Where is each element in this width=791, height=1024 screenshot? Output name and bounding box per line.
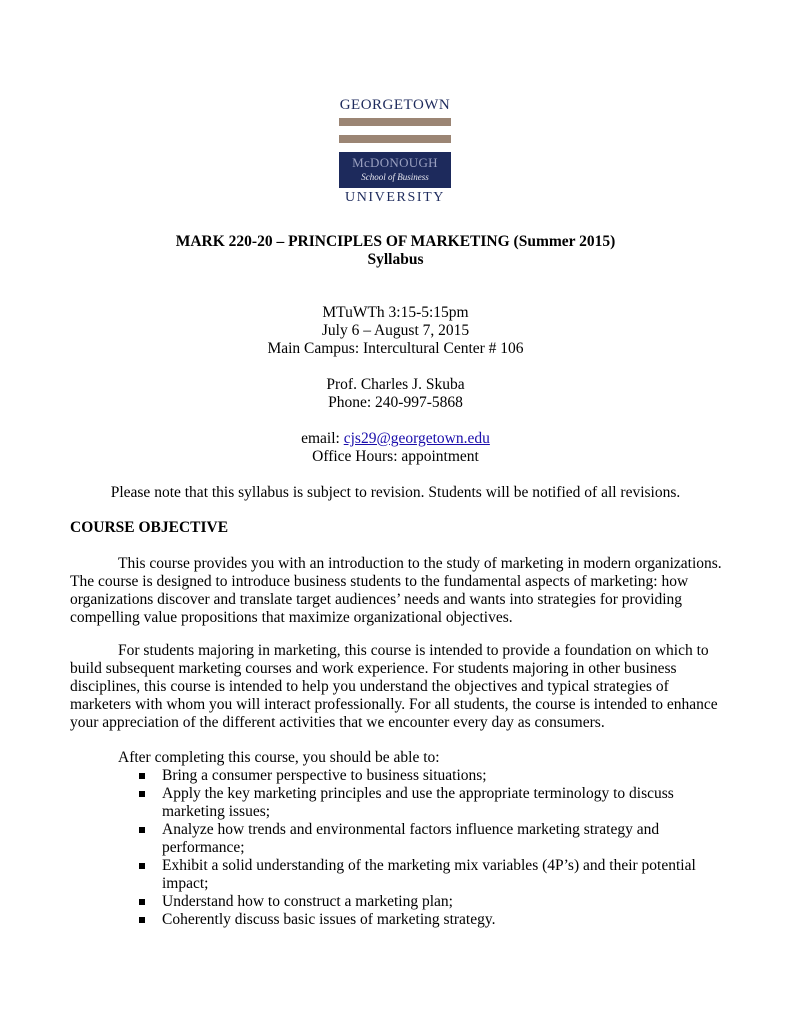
list-item bbox=[138, 767, 738, 785]
paragraph-line: The course is designed to introduce business students to the fundamental aspects of marketing: how bbox=[70, 573, 689, 590]
logo-mcdonough-text: McDONOUGH bbox=[352, 155, 438, 170]
list-item-text: Apply the key marketing principles and use the appropriate terminology to discuss bbox=[162, 785, 674, 802]
paragraph-line: disciplines, this course is intended to help you understand the objectives and typical strategies of bbox=[70, 678, 669, 695]
professor-email-line bbox=[0, 430, 791, 448]
course-objective-heading: COURSE OBJECTIVE bbox=[70, 519, 229, 536]
professor-name: Prof. Charles J. Skuba bbox=[326, 376, 465, 393]
outcomes-list bbox=[138, 767, 738, 929]
logo-bar-bottom bbox=[339, 135, 451, 143]
paragraph-line: compelling value propositions that maximize organizational objectives. bbox=[70, 609, 513, 626]
objective-paragraph-2 bbox=[70, 642, 730, 732]
logo-bar-top bbox=[339, 118, 451, 126]
outcomes-intro bbox=[70, 749, 730, 767]
paragraph-line: build subsequent marketing courses and work experience. For students majoring in other business bbox=[70, 660, 677, 677]
paragraph-line: marketers with whom you will interact professionally. For all students, the course is intended to enhance bbox=[70, 696, 718, 713]
email-label: email: bbox=[301, 430, 344, 447]
georgetown-mcdonough-logo bbox=[338, 96, 452, 208]
list-item bbox=[138, 785, 738, 821]
logo-university-text: UNIVERSITY bbox=[345, 190, 445, 205]
professor-phone: Phone: 240-997-5868 bbox=[328, 394, 463, 411]
course-title: MARK 220-20 – PRINCIPLES OF MARKETING (Summer 2015) bbox=[175, 233, 616, 250]
list-item-text: performance; bbox=[162, 839, 245, 856]
paragraph-line: This course provides you with an introduction to the study of marketing in modern organizations. bbox=[118, 555, 722, 572]
outcomes-intro-text: After completing this course, you should be able to: bbox=[118, 749, 440, 766]
square-bullet-icon bbox=[139, 791, 145, 797]
list-item-text: Understand how to construct a marketing plan; bbox=[162, 893, 453, 910]
square-bullet-icon bbox=[139, 899, 145, 905]
list-item bbox=[138, 911, 738, 929]
logo-school-of-business-text: School of Business bbox=[361, 172, 429, 182]
email-link[interactable]: cjs29@georgetown.edu bbox=[343, 430, 490, 447]
logo-georgetown-text: GEORGETOWN bbox=[339, 97, 451, 113]
document-subtitle: Syllabus bbox=[367, 251, 424, 268]
list-item-text: Coherently discuss basic issues of marketing strategy. bbox=[162, 911, 496, 928]
square-bullet-icon bbox=[139, 827, 145, 833]
list-item bbox=[138, 893, 738, 911]
objective-paragraph-1 bbox=[70, 555, 730, 627]
list-item-text: marketing issues; bbox=[162, 803, 271, 820]
paragraph-line: organizations discover and translate target audiences’ needs and wants into strategies for providing bbox=[70, 591, 683, 608]
list-item bbox=[138, 821, 738, 857]
logo-mcdonough-box bbox=[339, 152, 451, 188]
meeting-schedule: MTuWTh 3:15-5:15pm bbox=[322, 304, 469, 321]
revision-notice: Please note that this syllabus is subject to revision. Students will be notified of all revisions. bbox=[110, 484, 681, 501]
list-item-text: Bring a consumer perspective to business situations; bbox=[162, 767, 487, 784]
square-bullet-icon bbox=[139, 917, 145, 923]
meeting-location: Main Campus: Intercultural Center # 106 bbox=[267, 340, 524, 357]
meeting-dates: July 6 – August 7, 2015 bbox=[321, 322, 470, 339]
paragraph-line: For students majoring in marketing, this course is intended to provide a foundation on which to bbox=[118, 642, 709, 659]
list-item-text: impact; bbox=[162, 875, 209, 892]
office-hours: Office Hours: appointment bbox=[312, 448, 479, 465]
list-item bbox=[138, 857, 738, 893]
square-bullet-icon bbox=[139, 773, 145, 779]
paragraph-line: your appreciation of the different activities that we encounter every day as consumers. bbox=[70, 714, 605, 731]
square-bullet-icon bbox=[139, 863, 145, 869]
list-item-text: Exhibit a solid understanding of the marketing mix variables (4P’s) and their potential bbox=[162, 857, 696, 874]
list-item-text: Analyze how trends and environmental factors influence marketing strategy and bbox=[162, 821, 660, 838]
